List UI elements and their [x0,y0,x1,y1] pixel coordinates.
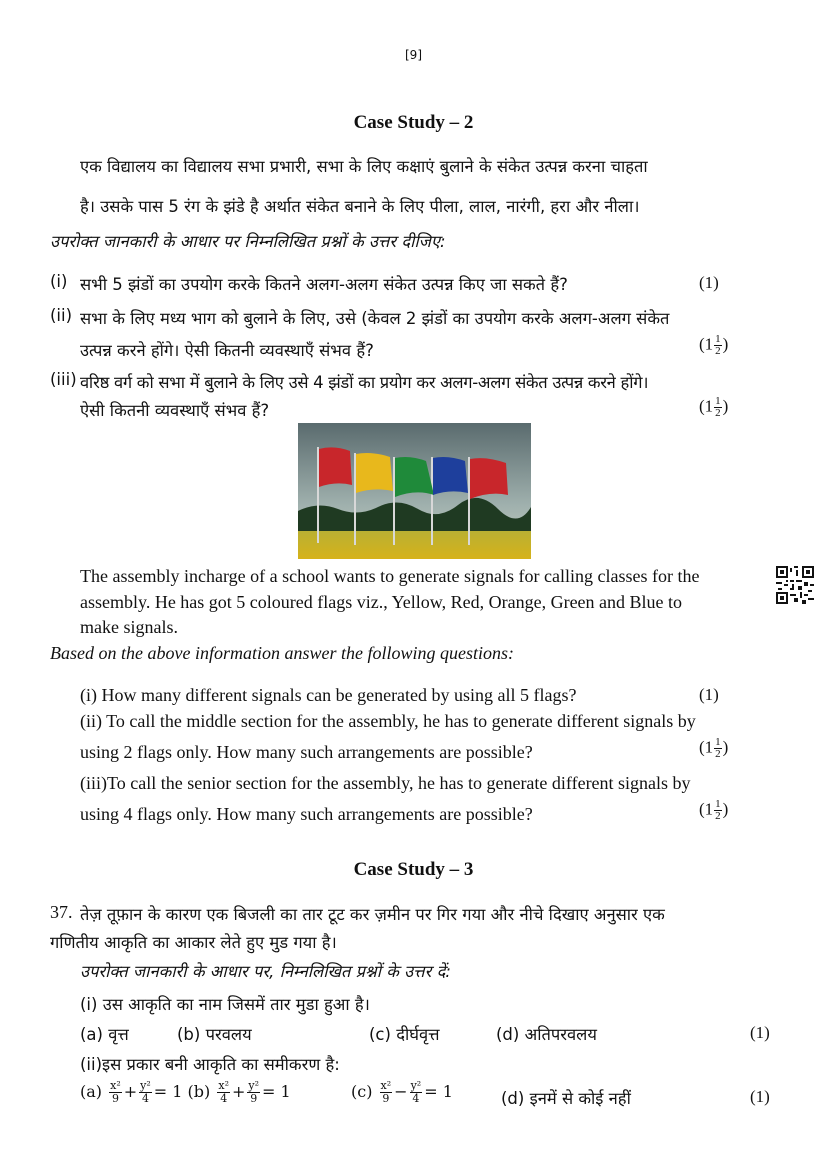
case3-q1-option-c: (c) दीर्घवृत्त [369,1025,440,1044]
case3-q1-marks: (1) [750,1023,770,1042]
english-intro-line-3: make signals. [80,617,178,637]
case3-q2-text: (ii)इस प्रकार बनी आकृति का समीकरण है: [80,1055,340,1074]
case3-q2-option-d: (d) इनमें से कोई नहीं [501,1089,631,1108]
english-q3-marks: (1 $\frac{1}{2}$ ) [699,798,729,822]
equation-fraction: $\frac{\text{x²}}{4}$ [218,1079,229,1105]
question-number: 37. [50,902,73,922]
case3-hindi-intro-line-2: गणितीय आकृति का आकार लेते हुए मुड गया है। [50,933,337,952]
english-q3-text: (iii)To call the senior section for the assembly, he has to generate different signals by [80,773,691,793]
flags-photo [298,423,531,559]
case3-q2-marks: (1) [750,1087,770,1106]
equation-fraction: $\frac{\text{x²}}{9}$ [380,1079,392,1105]
hindi-q3-text-line-2: ऐसी कितनी व्यवस्थाएँ संभव हैं? [80,401,270,420]
case-study-2-heading: Case Study – 2 [353,112,474,133]
equation-fraction: $\frac{\text{y²}}{9}$ [248,1079,260,1105]
page-number: [9] [405,48,422,62]
half-fraction: $\frac{1}{2}$ [715,395,721,419]
case3-q2-option-a-label: (a) [80,1082,103,1101]
qr-code-icon [776,566,814,604]
hindi-q3-marks: (1 $\frac{1}{2}$ ) [699,395,729,419]
half-fraction: $\frac{1}{2}$ [715,333,721,357]
half-fraction: $\frac{1}{2}$ [715,798,721,822]
english-q1-marks: (1) [699,685,719,704]
hindi-q3-number: (iii) [50,370,77,389]
half-fraction: $\frac{1}{2}$ [715,736,721,760]
english-q2-text: (ii) To call the middle section for the assembly, he has to generate different signals by [80,711,696,731]
english-q1-text: (i) How many different signals can be generated by using all 5 flags? [80,685,577,705]
equation-fraction: $\frac{\text{y²}}{4}$ [410,1079,422,1105]
case3-q1-option-d: (d) अतिपरवलय [496,1025,597,1044]
case3-q2-option-c: (c) $\frac{\text{x²}}{9}$ − $\frac{\text{y²}}{4}$ = 1 [351,1079,453,1105]
case3-q1-text: (i) उस आकृति का नाम जिसमें तार मुडा हुआ है। [80,995,370,1014]
case3-hindi-instruction: उपरोक्त जानकारी के आधार पर, निम्नलिखित प्रश्नों के उत्तर दें: [80,962,451,981]
case3-hindi-intro-line-1: तेज़ तूफ़ान के कारण एक बिजली का तार टूट कर ज़मीन पर गिर गया और नीचे दिखाए अनुसार एक [80,905,665,924]
hindi-q1-text: सभी 5 झंडों का उपयोग करके कितने अलग-अलग संकेत उत्पन्न किए जा सकते हैं? [80,275,568,294]
case3-q1-option-a: (a) वृत्त [80,1025,129,1044]
hindi-intro-line-2: है। उसके पास 5 रंग के झंडे है अर्थात संकेत बनाने के लिए पीला, लाल, नारंगी, हरा और नीला। [80,197,640,216]
english-instruction: Based on the above information answer the following questions: [50,643,514,663]
english-intro-line-2: assembly. He has got 5 coloured flags viz., Yellow, Red, Orange, Green and Blue to [80,592,683,612]
equation-fraction: $\frac{\text{x²}}{9}$ [110,1079,121,1105]
english-q2-marks: (1 $\frac{1}{2}$ ) [699,736,729,760]
english-q3-text-line-2: using 4 flags only. How many such arrangements are possible? [80,804,533,824]
case3-q2-options: (a) $\frac{\text{x²}}{9}$ + $\frac{\text{y²}}{4}$ = 1 (b) $\frac{\text{x²}}{4}$ + $\frac{\text{y²}}{9}$ = 1 [80,1079,291,1105]
equation-fraction: $\frac{\text{y²}}{4}$ [140,1079,151,1105]
hindi-q2-text: सभा के लिए मध्य भाग को बुलाने के लिए, उसे (केवल 2 झंडों का उपयोग करके अलग-अलग संकेत [80,309,670,328]
english-q2-text-line-2: using 2 flags only. How many such arrangements are possible? [80,742,533,762]
english-intro-line-1: The assembly incharge of a school wants to generate signals for calling classes for the [80,566,700,586]
hindi-instruction: उपरोक्त जानकारी के आधार पर निम्नलिखित प्रश्नों के उत्तर दीजिए: [50,232,446,251]
hindi-q2-marks: (1 $\frac{1}{2}$ ) [699,333,729,357]
hindi-q3-text: वरिष्ठ वर्ग को सभा में बुलाने के लिए उसे 4 झंडों का प्रयोग कर अलग-अलग संकेत उत्पन्न करने होंगे। [80,373,649,392]
hindi-q2-number: (ii) [50,306,73,325]
hindi-q1-number: (i) [50,272,68,291]
case3-q2-option-b-label: (b) [187,1082,211,1101]
case3-q1-option-b: (b) परवलय [177,1025,252,1044]
hindi-intro-line-1: एक विद्यालय का विद्यालय सभा प्रभारी, सभा के लिए कक्षाएं बुलाने के संकेत उत्पन्न करना चाहता [80,157,648,176]
hindi-q1-marks: (1) [699,273,719,292]
case-study-3-heading: Case Study – 3 [353,859,474,880]
hindi-q2-text-line-2: उत्पन्न करने होंगे। ऐसी कितनी व्यवस्थाएँ संभव हैं? [80,341,374,360]
